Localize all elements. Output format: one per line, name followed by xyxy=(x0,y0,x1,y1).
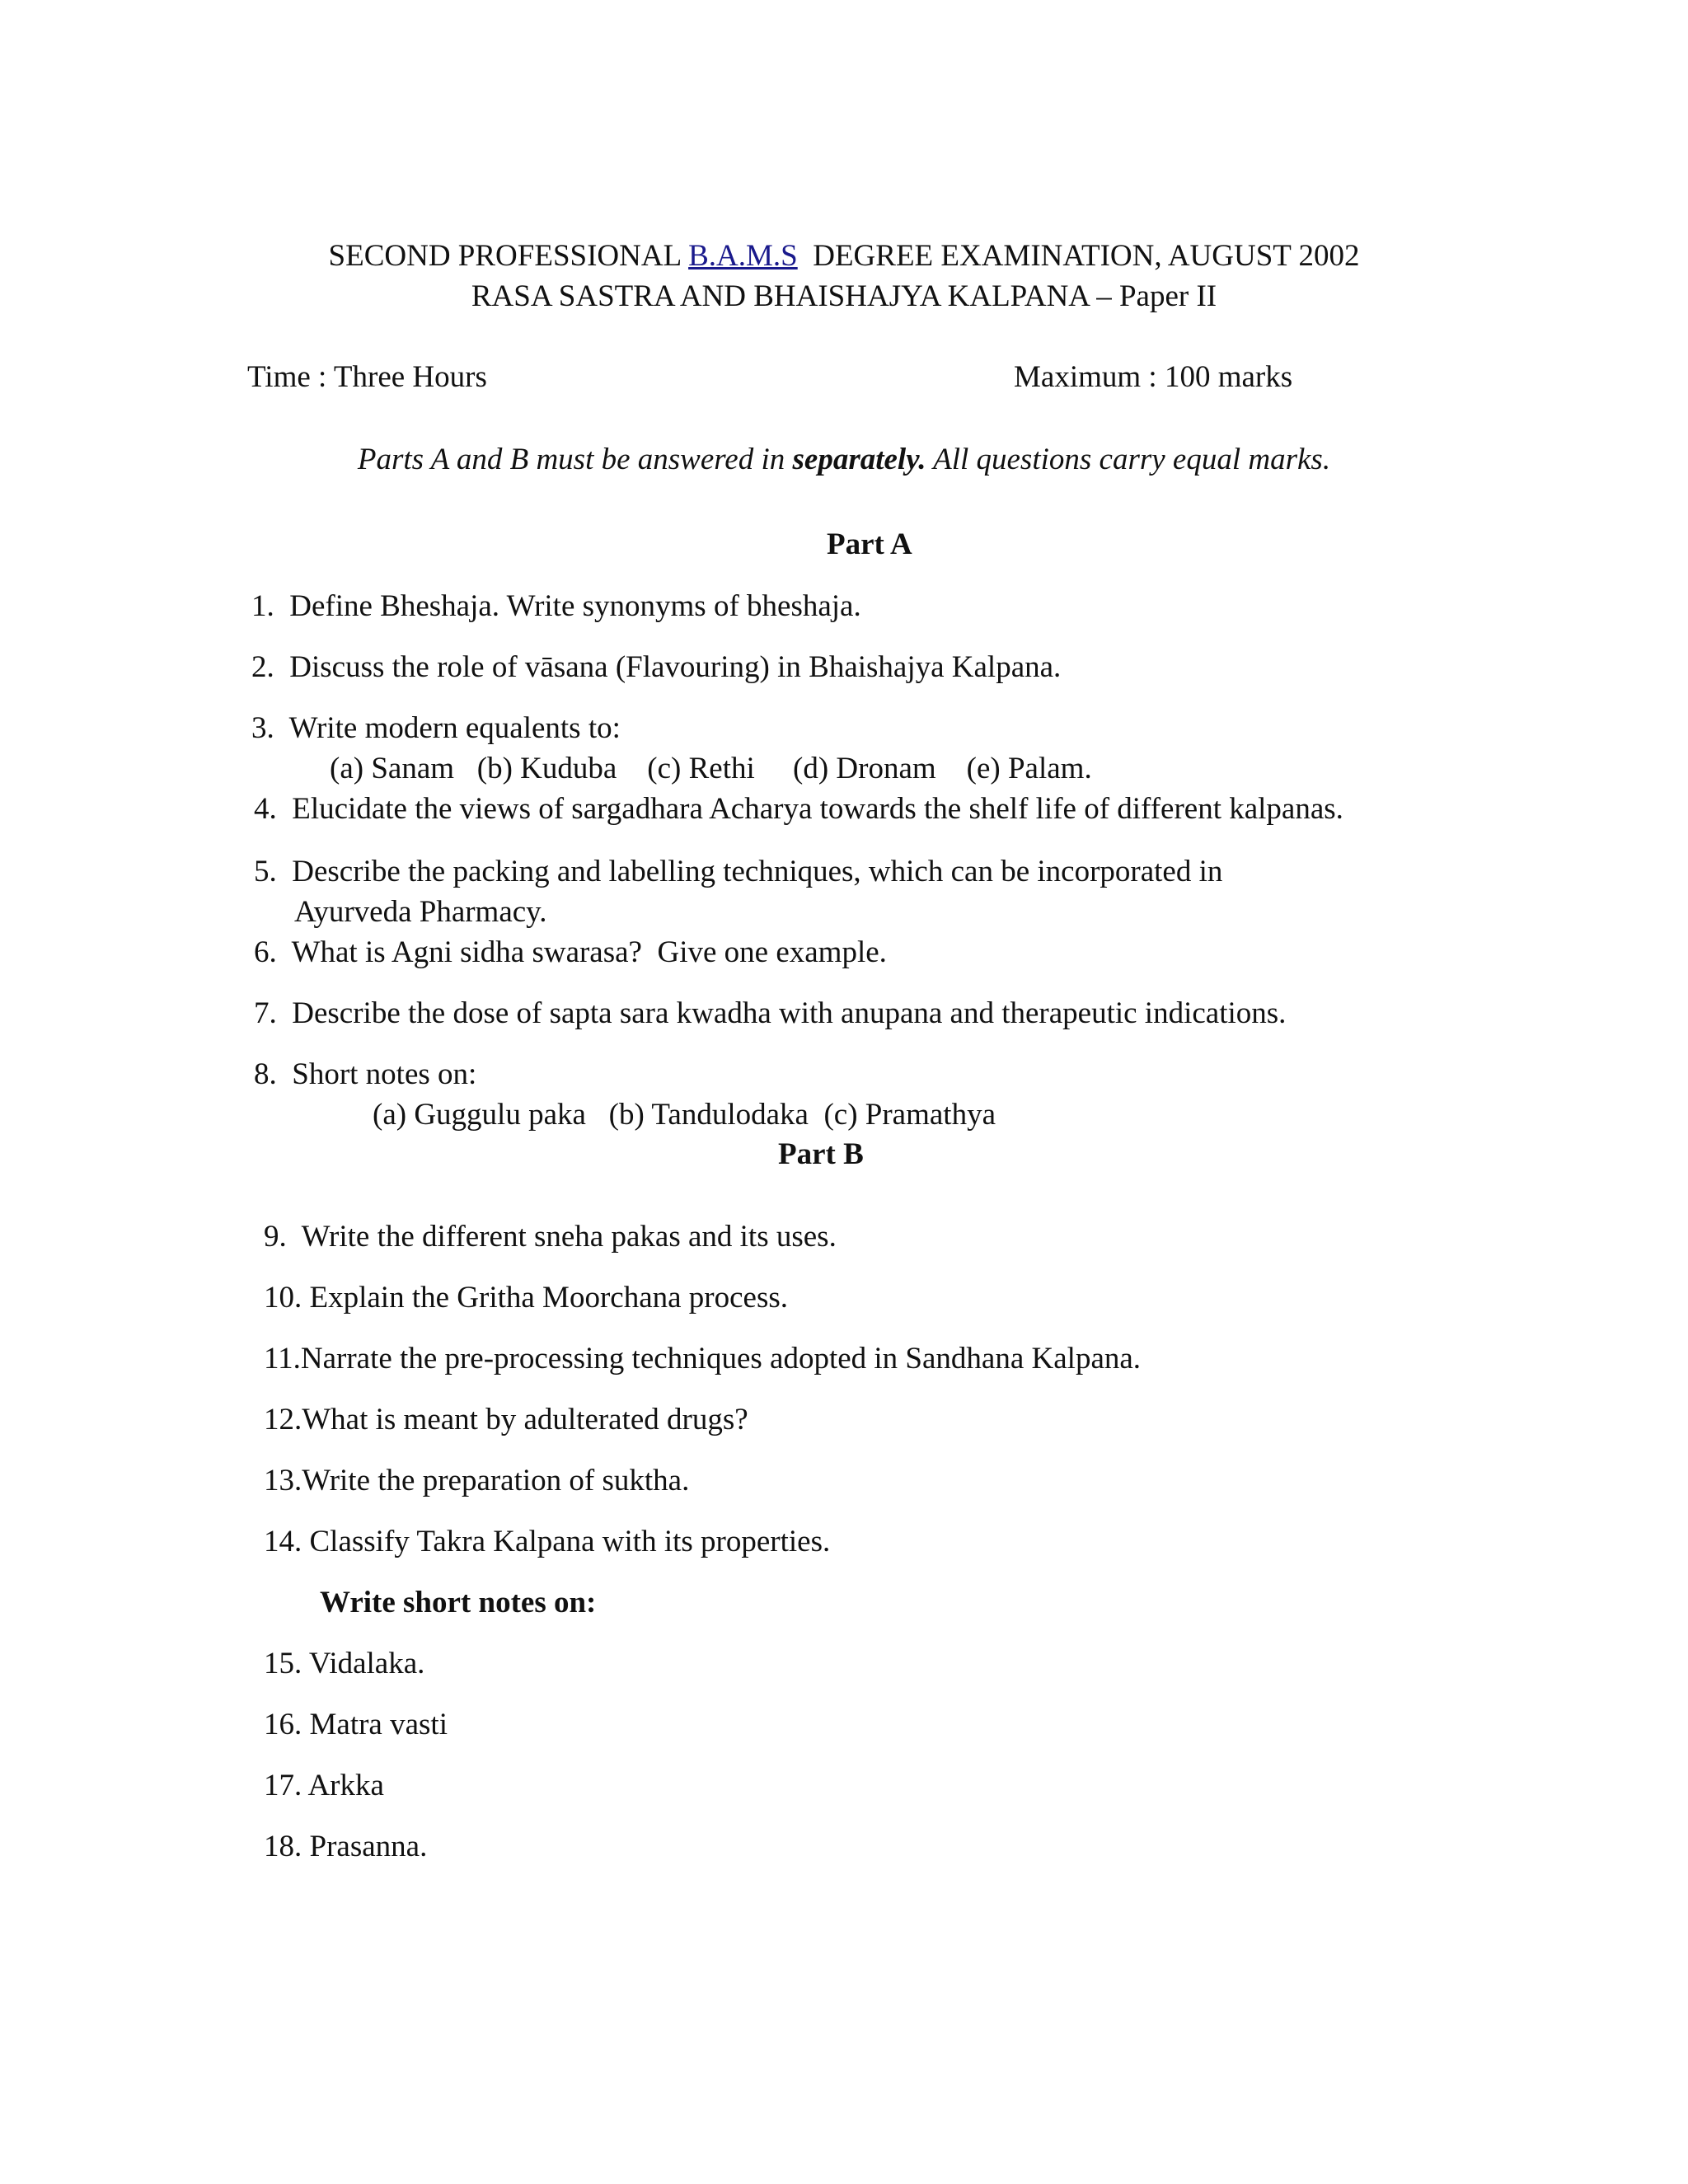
question-8: 8. Short notes on: xyxy=(254,1057,477,1091)
instructions-emphasis: separately. xyxy=(792,443,926,476)
question-9: 9. Write the different sneha pakas and its uses. xyxy=(264,1220,837,1254)
exam-title-prefix: SECOND PROFESSIONAL xyxy=(328,239,689,273)
question-2: 2. Discuss the role of vāsana (Flavouring) in Bhaishajya Kalpana. xyxy=(251,650,1062,684)
instructions-part1: Parts A and B must be answered in xyxy=(357,443,793,476)
question-16: 16. Matra vasti xyxy=(264,1708,448,1741)
degree-link[interactable]: B.A.M.S xyxy=(688,239,798,273)
exam-title-suffix: DEGREE EXAMINATION, AUGUST 2002 xyxy=(797,239,1360,273)
question-7: 7. Describe the dose of sapta sara kwadha with anupana and therapeutic indications. xyxy=(254,996,1287,1030)
exam-max-marks: Maximum : 100 marks xyxy=(1014,360,1293,394)
question-8-options: (a) Guggulu paka (b) Tandulodaka (c) Pramathya xyxy=(373,1098,996,1132)
question-14: 14. Classify Takra Kalpana with its properties. xyxy=(264,1525,831,1558)
question-1: 1. Define Bheshaja. Write synonyms of bheshaja. xyxy=(251,589,861,623)
exam-time: Time : Three Hours xyxy=(247,360,487,394)
question-5-continued: Ayurveda Pharmacy. xyxy=(294,895,547,929)
question-12: 12.What is meant by adulterated drugs? xyxy=(264,1403,748,1436)
question-3-options: (a) Sanam (b) Kuduba (c) Rethi (d) Dronam (e) Palam. xyxy=(330,752,1092,785)
question-10: 10. Explain the Gritha Moorchana process. xyxy=(264,1281,789,1315)
question-15: 15. Vidalaka. xyxy=(264,1647,425,1680)
part-a-heading: Part A xyxy=(827,527,912,561)
question-3: 3. Write modern equalents to: xyxy=(251,711,621,745)
instructions xyxy=(0,441,1688,479)
question-6: 6. What is Agni sidha swarasa? Give one example. xyxy=(254,935,887,969)
question-5: 5. Describe the packing and labelling techniques, which can be incorporated in xyxy=(254,855,1223,888)
question-18: 18. Prasanna. xyxy=(264,1830,428,1863)
exam-title xyxy=(0,237,1688,275)
question-11: 11.Narrate the pre-processing techniques adopted in Sandhana Kalpana. xyxy=(264,1342,1142,1376)
question-4: 4. Elucidate the views of sargadhara Acharya towards the shelf life of different kalpanas. xyxy=(254,792,1343,826)
short-notes-heading: Write short notes on: xyxy=(320,1586,597,1619)
instructions-part2: All questions carry equal marks. xyxy=(926,443,1331,476)
part-b-heading: Part B xyxy=(778,1137,864,1171)
question-17: 17. Arkka xyxy=(264,1769,384,1802)
question-13: 13.Write the preparation of suktha. xyxy=(264,1464,690,1497)
exam-subtitle: RASA SASTRA AND BHAISHAJYA KALPANA – Paper II xyxy=(471,279,1217,313)
